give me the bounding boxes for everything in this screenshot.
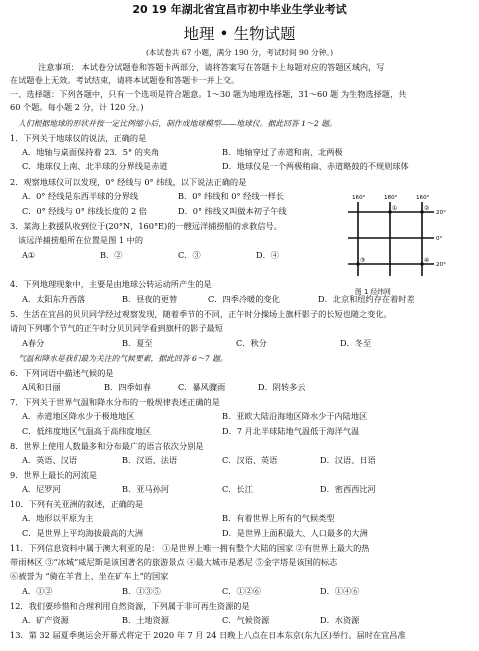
q1-option-c: C．地球仪上南、北半球的分界线是赤道 bbox=[22, 161, 168, 171]
q9-option-b: B．亚马孙河 bbox=[122, 484, 169, 494]
q12-option-a: A．矿产资源 bbox=[22, 615, 69, 625]
q2-option-b: B．0° 纬线和 0° 经线一样长 bbox=[178, 191, 285, 201]
q6-option-c: C．暴风骤雨 bbox=[178, 382, 226, 392]
lat-long-grid-svg bbox=[344, 192, 448, 284]
lat-label-top: 20° bbox=[436, 210, 446, 216]
q9-option-a: A．尼罗河 bbox=[22, 484, 61, 494]
q1-option-a: A．地轴与桌面保持着 23．5° 的夹角 bbox=[22, 147, 160, 157]
q12-stem: 12．我们要珍惜和合理利用自然资源，下列属于非可再生资源的是 bbox=[10, 601, 250, 611]
q9-stem: 9．世界上最长的河流是 bbox=[10, 470, 98, 480]
q11-line-3: ⑥被誉为 “骑在羊背上、坐在矿车上”的国家 bbox=[10, 571, 169, 581]
q1-option-d: D．地球仪是一个两极稍扁、赤道略鼓的不规则球体 bbox=[222, 161, 409, 171]
q11-option-a: A．①② bbox=[22, 586, 53, 596]
q2-option-a: A．0° 经线是东西半球的分界线 bbox=[22, 191, 139, 201]
q7-option-d: D．7 月北半球陆地气温低于海洋气温 bbox=[222, 426, 360, 436]
q12-option-b: B．土地资源 bbox=[122, 615, 169, 625]
intro-6-7: 气温和降水是我们最为关注的气候要素，据此回答 6～7 题。 bbox=[18, 354, 228, 363]
q9-option-c: C．长江 bbox=[222, 484, 253, 494]
q8-stem: 8．世界上使用人数最多和分布最广的语言依次分别是 bbox=[10, 441, 204, 451]
q8-option-a: A．英语、汉语 bbox=[22, 455, 78, 465]
lon-label-right: 160° bbox=[416, 195, 430, 201]
q2-option-c: C．0° 经线与 0° 纬线长度的 2 倍 bbox=[22, 206, 147, 216]
q4-option-a: A．太阳东升西落 bbox=[22, 294, 86, 304]
notice-line-1: 注意事项： 本试卷分试题卷和答题卡两部分，请将答案写在答题卡上每题对应的答题区域内，写 bbox=[38, 62, 385, 72]
q12-option-c: C．气候资源 bbox=[222, 615, 270, 625]
lon-label-middle: 180° bbox=[384, 195, 398, 201]
q5-option-a: A春分 bbox=[22, 338, 45, 348]
q13-stem: 13．第 32 届夏季奥运会开幕式将定于 2020 年 7 月 24 日晚上八点在日本东京(东九区)举行。届时在宜昌准 bbox=[10, 630, 406, 640]
q3-stem-1: 3．某海上救援队收到位于(20°N，160°E)的一艘远洋捕捞船的求救信号。 bbox=[10, 221, 282, 231]
q10-option-c: C．是世界上平均海拔最高的大洲 bbox=[22, 528, 143, 538]
q3-stem-2: 该远洋捕捞船所在位置是图 1 中的 bbox=[18, 235, 144, 245]
q11-option-c: C．①②⑥ bbox=[222, 586, 262, 596]
section-heading-line-2: 60 个题。每小题 2 分，计 120 分。) bbox=[10, 102, 144, 112]
q8-option-c: C．汉语、英语 bbox=[222, 455, 278, 465]
q12-option-d: D．水资源 bbox=[320, 615, 360, 625]
q6-option-a: A风和日丽 bbox=[22, 382, 61, 392]
q4-option-d: D．北京和纽约存在着时差 bbox=[318, 294, 415, 304]
q3-option-b: B．② bbox=[100, 250, 123, 260]
q7-option-a: A．赤道地区降水少于极地地区 bbox=[22, 411, 135, 421]
q1-stem: 1．下列关于地球仪的说法，正确的是 bbox=[10, 133, 147, 143]
q5-stem-1: 5．生活在宜昌的贝贝同学经过观察发现，随着季节的不同，正午时分操场上旗杆影子的长短也随之变化。 bbox=[10, 309, 392, 319]
notice-line-2: 在试题卷上无效。考试结束，请将本试题卷和答题卡一并上交。 bbox=[10, 75, 240, 85]
section-heading-line-1: 一、选择题：下列各题中，只有一个选项是符合题意。1～30 题为地理选择题，31～60 题 为生物选择题，共 bbox=[10, 89, 407, 99]
point-4-label: ④ bbox=[424, 257, 430, 264]
q4-option-c: C．四季冷暖的变化 bbox=[208, 294, 280, 304]
q5-option-d: D．冬至 bbox=[340, 338, 372, 348]
q4-option-b: B．昼夜的更替 bbox=[122, 294, 178, 304]
q3-option-c: C．③ bbox=[178, 250, 201, 260]
point-3-label: ③ bbox=[360, 257, 366, 264]
lon-label-left: 160° bbox=[352, 195, 366, 201]
figure-1-caption: 图 1 经纬网 bbox=[355, 288, 391, 296]
lat-long-grid-figure bbox=[344, 192, 448, 284]
q3-option-a: A① bbox=[22, 250, 36, 260]
point-1-label: ① bbox=[392, 205, 398, 212]
q11-line-1: 11．下列信息资料中属于澳大利亚的是： ①是世界上唯一拥有整个大陆的国家 ②有世界上最大的热 bbox=[10, 543, 370, 553]
q4-stem: 4．下列地理现象中，主要是由地球公转运动所产生的是 bbox=[10, 279, 212, 289]
q5-stem-2: 请问下列哪个节气的正午时分贝贝同学看到旗杆的影子最短 bbox=[10, 323, 223, 333]
q10-option-b: B．有着世界上所有的气候类型 bbox=[222, 513, 335, 523]
q10-option-d: D．是世界上面积最大、人口最多的大洲 bbox=[222, 528, 368, 538]
q7-option-b: B．亚欧大陆沿海地区降水少于内陆地区 bbox=[222, 411, 368, 421]
q9-option-d: D．密西西比河 bbox=[320, 484, 376, 494]
subject-title: 地理 • 生物试题 bbox=[183, 25, 296, 43]
exam-info: (本试卷共 67 小题，满分 190 分，考试时间 90 分钟。) bbox=[145, 48, 334, 57]
q1-option-b: B．地轴穿过了赤道和南、北两极 bbox=[222, 147, 343, 157]
q6-option-b: B．四季如春 bbox=[104, 382, 151, 392]
q8-option-b: B．汉语、法语 bbox=[122, 455, 178, 465]
exam-title: 20 19 年湖北省宜昌市初中毕业生学业考试 bbox=[132, 3, 347, 16]
q2-stem: 2．观察地球仪可以发现，0° 经线与 0° 纬线，以下说法正确的是 bbox=[10, 177, 247, 187]
point-2-label: ② bbox=[424, 205, 430, 212]
q6-stem: 6．下列词语中描述气候的是 bbox=[10, 368, 114, 378]
q11-option-d: D．①④⑥ bbox=[320, 586, 360, 596]
q8-option-d: D．汉语、日语 bbox=[320, 455, 376, 465]
lat-label-bottom: 20° bbox=[436, 262, 446, 268]
q11-option-b: B．①③⑤ bbox=[122, 586, 161, 596]
q10-option-a: A．地形以平原为主 bbox=[22, 513, 94, 523]
q7-option-c: C．低纬度地区气温高于高纬度地区 bbox=[22, 426, 152, 436]
lat-label-middle: 0° bbox=[436, 236, 443, 242]
q3-option-d: D．④ bbox=[256, 250, 279, 260]
q7-stem: 7．下列关于世界气温和降水分布的一般规律表述正确的是 bbox=[10, 397, 220, 407]
q11-line-2: 带雨林区 ③“冰城”威尼斯是该国著名的旅游景点 ④最大城市是悉尼 ⑤金字塔是该国的标志 bbox=[10, 557, 338, 567]
q2-option-d: D．0° 纬线又叫做本初子午线 bbox=[178, 206, 287, 216]
intro-1-2: 人们根据地球的形状并按一定比例缩小后，制作成地球模型——地球仪。据此回答 1～2 题。 bbox=[18, 119, 337, 128]
q6-option-d: D．阴转多云 bbox=[258, 382, 306, 392]
q5-option-b: B．夏至 bbox=[122, 338, 153, 348]
q10-stem: 10．下列有关亚洲的叙述，正确的是 bbox=[10, 499, 144, 509]
q5-option-c: C．秋分 bbox=[236, 338, 267, 348]
